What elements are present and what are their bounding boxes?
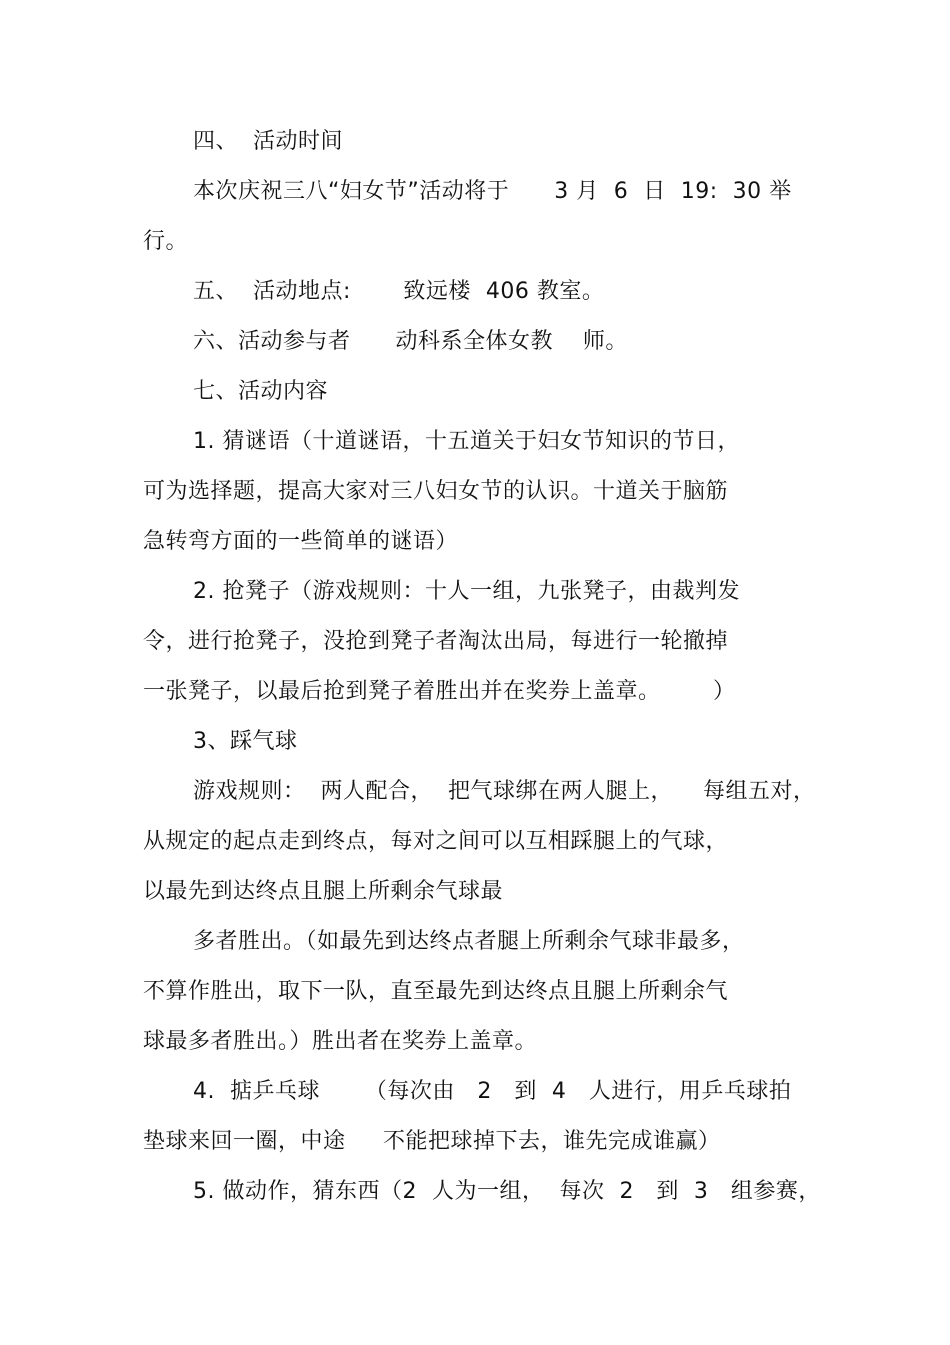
paragraph-line: 一张凳子，以最后抢到凳子着胜出并在奖券上盖章。 ） <box>143 679 736 704</box>
paragraph-line: 以最先到达终点且腿上所剩余气球最 <box>143 879 504 904</box>
paragraph-line: 不算作胜出，取下一队，直至最先到达终点且腿上所剩余气 <box>143 979 729 1004</box>
section-heading-participants: 六、活动参与者 动科系全体女教 师。 <box>193 329 628 354</box>
paragraph-line: 3、踩气球 <box>193 729 298 754</box>
paragraph-line: 4. 掂乒乓球 （每次由 2 到 4 人进行，用乒乓球拍 <box>193 1079 792 1104</box>
paragraph-line: 多者胜出。（如最先到达终点者腿上所剩余气球非最多， <box>193 929 745 954</box>
paragraph-line: 急转弯方面的一些简单的谜语） <box>143 529 459 554</box>
paragraph-line: 1. 猜谜语（十道谜语，十五道关于妇女节知识的节日， <box>193 429 740 454</box>
paragraph-line: 游戏规则： 两人配合， 把气球绑在两人腿上， 每组五对， <box>193 779 816 804</box>
paragraph-line: 从规定的起点走到终点，每对之间可以互相踩腿上的气球， <box>143 829 729 854</box>
paragraph-line: 5. 做动作，猜东西（2 人为一组， 每次 2 到 3 组参赛， <box>193 1179 821 1204</box>
paragraph-line: 可为选择题，提高大家对三八妇女节的认识。十道关于脑筋 <box>143 479 729 504</box>
section-heading-location: 五、 活动地点: 致远楼 406 教室。 <box>193 279 605 304</box>
paragraph-line: 2. 抢凳子（游戏规则：十人一组，九张凳子，由裁判发 <box>193 579 740 604</box>
section-heading-time: 四、 活动时间 <box>193 129 343 154</box>
paragraph-line: 本次庆祝三八“妇女节”活动将于 3 月 6 日 19: 30 举 <box>193 179 792 204</box>
paragraph-line: 垫球来回一圈，中途 不能把球掉下去，谁先完成谁赢） <box>143 1129 721 1154</box>
section-heading-content: 七、活动内容 <box>193 379 329 404</box>
paragraph-line: 行。 <box>143 229 189 254</box>
paragraph-line: 令，进行抢凳子，没抢到凳子者淘汰出局，每进行一轮撤掉 <box>143 629 729 654</box>
paragraph-line: 球最多者胜出。）胜出者在奖券上盖章。 <box>143 1029 538 1054</box>
